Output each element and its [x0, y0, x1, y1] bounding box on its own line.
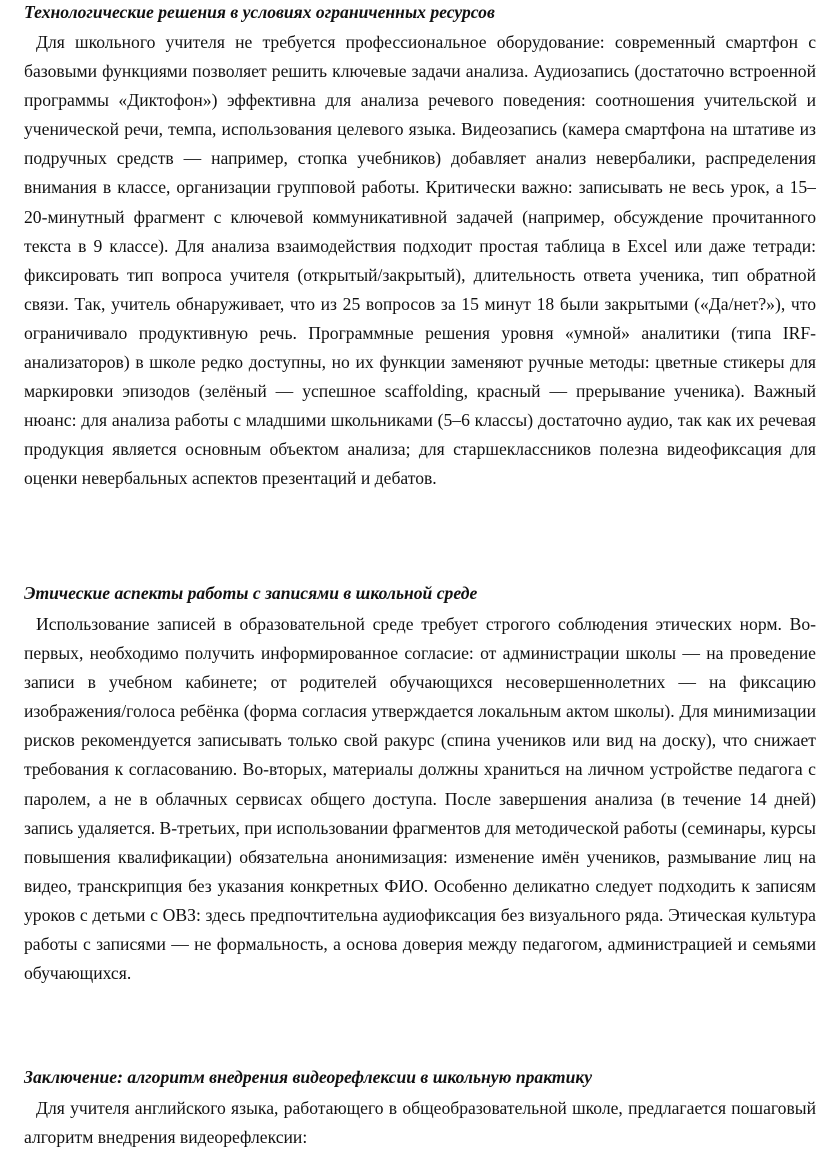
section-paragraph-ethics: Использование записей в образовательной среде требует строгого соблюдения этических норм. Во-первых, необходимо получить информированное согласие: от администрации школы — на проведение записи в учебном кабинете; от родителей обучающихся несовершеннолетних — на фиксацию изображения/голоса ребёнка (форма согласия утверждается локальным актом школы). Для минимизации рисков рекомендуется записывать только свой ракурс (спина учеников или вид на доску), что снижает требования к согласованию. Во-вторых, материалы должны храниться на личном устройстве педагога с паролем, а не в облачных сервисах общего доступа. После завершения анализа (в течение 14 дней) запись удаляется. В-третьих, при использовании фрагментов для методической работы (семинары, курсы повышения квалификации) обязательна анонимизация: изменение имён учеников, размывание лиц на видео, транскрипция без указания конкретных ФИО. Особенно деликатно следует подходить к записям уроков с детьми с ОВЗ: здесь предпочтительна аудиофиксация без визуального ряда. Этическая культура работы с записями — не формальность, а основа доверия между педагогом, администрацией и семьями обучающихся.: [24, 614, 816, 984]
section-paragraph-conclusion: Для учителя английского языка, работающего в общеобразовательной школе, предлагается пошаговый алгоритм внедрения видеорефлексии:: [24, 1098, 816, 1148]
section-paragraph-technology: Для школьного учителя не требуется профессиональное оборудование: современный смартфон с базовыми функциями позволяет решить ключевые задачи анализа. Аудиозапись (достаточно встроенной программы «Диктофон») эффективна для анализа речевого поведения: соотношения учительской и ученической речи, темпа, использования целевого языка. Видеозапись (камера смартфона на штативе из подручных средств — например, стопка учебников) добавляет анализ невербалики, распределения внимания в классе, организации групповой работы. Критически важно: записывать не весь урок, а 15–20-минутный фрагмент с ключевой коммуникативной задачей (например, обсуждение прочитанного текста в 9 классе). Для анализа взаимодействия подходит простая таблица в Excel или даже тетради: фиксировать тип вопроса учителя (открытый/закрытый), длительность ответа ученика, тип обратной связи. Так, учитель обнаруживает, что из 25 вопросов за 15 минут 18 были закрытыми («Да/нет?»), что ограничивало продуктивную речь. Программные решения уровня «умной» аналитики (типа IRF-анализаторов) в школе редко доступны, но их функции заменяют ручные методы: цветные стикеры для маркировки эпизодов (зелёный — успешное scaffolding, красный — прерывание ученика). Важный нюанс: для анализа работы с младшими школьниками (5–6 классы) достаточно аудио, так как их речевая продукция является основным объектом анализа; для старшеклассников полезна видеофиксация для оценки невербальных аспектов презентаций и дебатов.: [24, 32, 816, 489]
section-heading-technology: Технологические решения в условиях ограниченных ресурсов: [24, 2, 495, 22]
section-heading-ethics: Этические аспекты работы с записями в школьной среде: [24, 583, 478, 603]
section-heading-conclusion: Заключение: алгоритм внедрения видеорефлексии в школьную практику: [24, 1067, 593, 1087]
